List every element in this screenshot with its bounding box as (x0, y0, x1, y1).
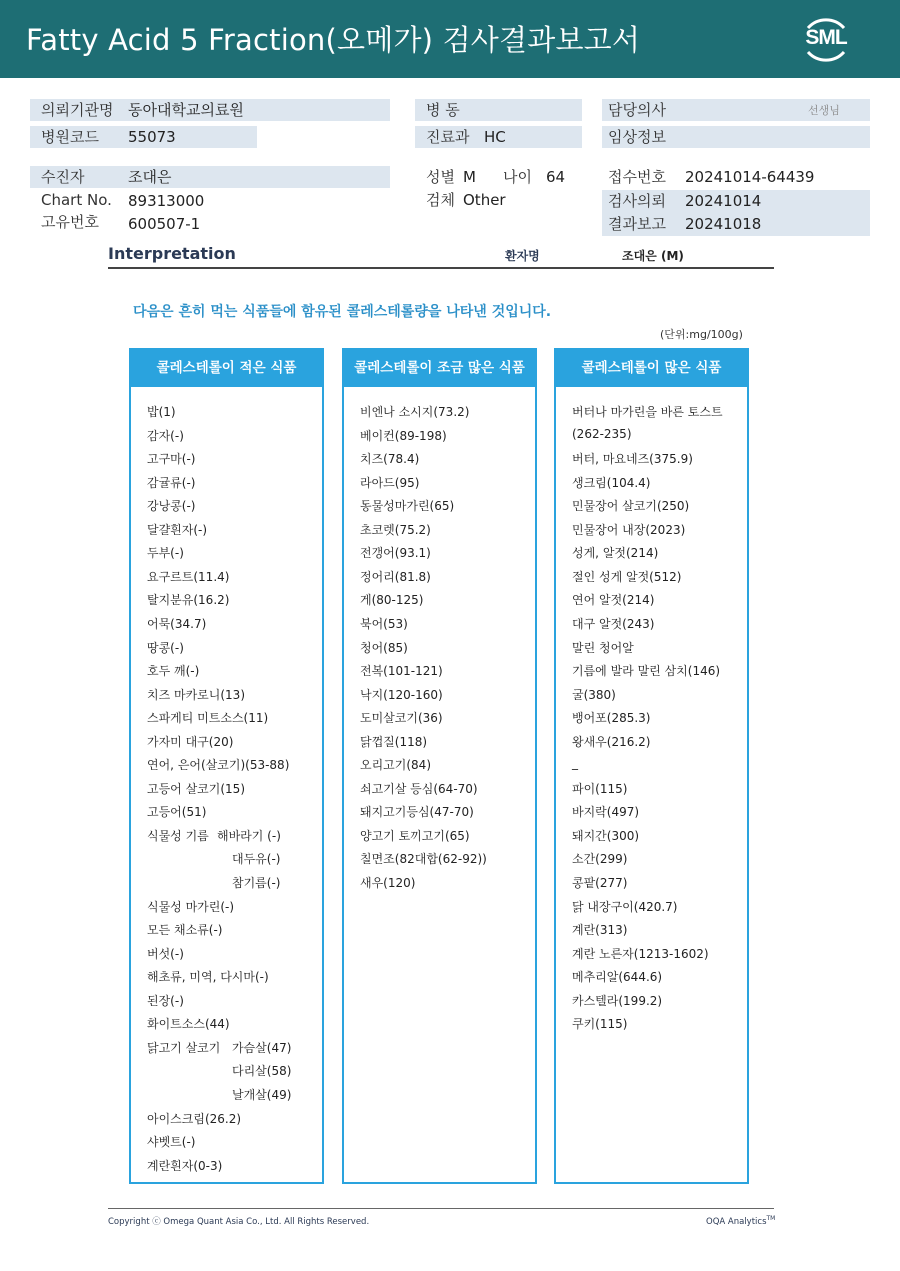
food-item: 민물장어 살코기(250) (572, 499, 690, 513)
food-item: 연어 알젓(214) (572, 593, 655, 607)
food-item: 전갱어(93.1) (360, 546, 431, 560)
specimen-label: 검체 (426, 191, 455, 209)
food-item: 식물성 마가린(-) (147, 900, 235, 914)
hospital-value: 동아대학교의료원 (128, 101, 244, 119)
food-item: 가자미 대구(20) (147, 735, 234, 749)
food-item: 닭껍질(118) (360, 735, 428, 749)
food-item: (262-235) (572, 427, 632, 441)
food-item: 치즈 마카로니(13) (147, 688, 245, 702)
doctor-label: 담당의사 (608, 101, 666, 119)
food-item: 북어(53) (360, 617, 408, 631)
food-item: 감귤류(-) (147, 476, 196, 490)
food-item: 정어리(81.8) (360, 570, 431, 584)
footer-divider (108, 1208, 774, 1209)
food-item: 칠면조(82대합(62-92)) (360, 852, 487, 866)
food-item: 굴(380) (572, 688, 616, 702)
food-item: 버섯(-) (147, 947, 184, 961)
food-item: 감자(-) (147, 429, 184, 443)
unique-label: 고유번호 (41, 213, 99, 231)
food-item: 전복(101-121) (360, 664, 443, 678)
age-label: 나이 (503, 168, 532, 186)
food-item: 버터나 마가린을 바른 토스트 (572, 405, 723, 419)
food-item: 바지락(497) (572, 805, 640, 819)
food-item: 계란 노른자(1213-1602) (572, 947, 709, 961)
food-item: 강낭콩(-) (147, 499, 196, 513)
sex-value: M (463, 168, 476, 186)
department-value: HC (484, 128, 506, 146)
sex-label: 성별 (426, 168, 455, 186)
request-label: 검사의뢰 (608, 192, 666, 210)
food-item: 연어, 은어(살코기)(53-88) (147, 758, 290, 772)
food-item: 쇠고기살 등심(64-70) (360, 782, 478, 796)
food-sub-item: 다리살(58) (232, 1064, 292, 1078)
food-item: 양고기 토끼고기(65) (360, 829, 470, 843)
food-item: 기름에 발라 말린 삼치(146) (572, 664, 721, 678)
food-item: 치즈(78.4) (360, 452, 420, 466)
food-sub-item: 대두유(-) (232, 852, 281, 866)
food-item: 청어(85) (360, 641, 408, 655)
receipt-label: 접수번호 (608, 168, 666, 186)
food-item: 생크림(104.4) (572, 476, 651, 490)
food-item: 아이스크림(26.2) (147, 1112, 242, 1126)
result-value: 20241018 (685, 215, 762, 233)
receipt-value: 20241014-64439 (685, 168, 815, 186)
food-sub-item: 해바라기 (-) (217, 829, 281, 843)
food-item: 호두 깨(-) (147, 664, 200, 678)
food-item: 돼지고기등심(47-70) (360, 805, 474, 819)
food-item: 계란흰자(0-3) (147, 1159, 223, 1173)
food-item: 대구 알젓(243) (572, 617, 655, 631)
chart-value: 89313000 (128, 192, 205, 210)
interpretation-patient-value: 조대은 (M) (622, 249, 684, 263)
column-heading: 콜레스테롤이 적은 식품 (131, 350, 322, 387)
column-heading: 콜레스테롤이 조금 많은 식품 (344, 350, 535, 387)
trademark-mark: TM (766, 1215, 776, 1222)
food-item: 닭 내장구이(420.7) (572, 900, 678, 914)
food-item: 식물성 기름 (147, 829, 209, 843)
food-item: 라아드(95) (360, 476, 420, 490)
food-item: 뱅어포(285.3) (572, 711, 651, 725)
food-item: 화이트소스(44) (147, 1017, 230, 1031)
food-item: 초코렛(75.2) (360, 523, 431, 537)
interpretation-title: Interpretation (108, 244, 236, 263)
unit-text: (단위:mg/100g) (660, 328, 743, 341)
food-item: 메추리알(644.6) (572, 970, 663, 984)
copyright-text: Copyright ⓒ Omega Quant Asia Co., Ltd. All Rights Reserved. (108, 1217, 370, 1227)
patient-value: 조대은 (128, 168, 172, 186)
food-item: 카스텔라(199.2) (572, 994, 663, 1008)
header-bar (0, 0, 900, 78)
food-sub-item: 참기름(-) (232, 876, 281, 890)
chart-label: Chart No. (41, 191, 112, 209)
food-item: 밥(1) (147, 405, 176, 419)
food-item: 어묵(34.7) (147, 617, 207, 631)
food-item: 말린 청어알 (572, 641, 634, 655)
food-item: 소간(299) (572, 852, 628, 866)
food-item: 두부(-) (147, 546, 184, 560)
food-item: 쿠키(115) (572, 1017, 628, 1031)
food-item: 계란(313) (572, 923, 628, 937)
column-heading: 콜레스테롤이 많은 식품 (556, 350, 747, 387)
food-item: 게(80-125) (360, 593, 424, 607)
high-cholesterol-column (554, 348, 749, 1184)
logo-text: SML (805, 26, 847, 49)
department-label: 진료과 (426, 128, 470, 146)
food-item: 샤벳트(-) (147, 1135, 196, 1149)
food-item: 파이(115) (572, 782, 628, 796)
low-cholesterol-column (129, 348, 324, 1184)
food-item: 절인 성게 알젓(512) (572, 570, 682, 584)
food-item: 모든 채소류(-) (147, 923, 223, 937)
divider (108, 267, 774, 269)
intro-text: 다음은 흔히 먹는 식품들에 함유된 콜레스테롤량을 나타낸 것입니다. (133, 304, 552, 320)
food-item: 된장(-) (147, 994, 184, 1008)
age-value: 64 (546, 168, 566, 186)
food-item: 왕새우(216.2) (572, 735, 651, 749)
food-item: 닭고기 살코기 (147, 1041, 221, 1055)
result-label: 결과보고 (608, 215, 666, 233)
food-item: 해초류, 미역, 다시마(-) (147, 970, 269, 984)
food-item: _ (572, 756, 578, 770)
report-title: Fatty Acid 5 Fraction(오메가) 검사결과보고서 (26, 23, 641, 57)
food-item: 오리고기(84) (360, 758, 432, 772)
food-item: 요구르트(11.4) (147, 570, 230, 584)
food-sub-item: 날개살(49) (232, 1088, 292, 1102)
medium-cholesterol-column (342, 348, 537, 1184)
clinical-label: 임상정보 (608, 128, 666, 146)
sml-logo-icon (798, 12, 854, 68)
food-item: 달걀흰자(-) (147, 523, 208, 537)
food-item: 탈지분유(16.2) (147, 593, 230, 607)
brand-text (706, 1215, 775, 1227)
hospital-code-value: 55073 (128, 128, 176, 146)
food-sub-item: 가슴살(47) (232, 1041, 292, 1055)
food-item: 비엔나 소시지(73.2) (360, 405, 470, 419)
food-item: 동물성마가린(65) (360, 499, 455, 513)
food-item: 스파게티 미트소스(11) (147, 711, 269, 725)
food-item: 고등어 살코기(15) (147, 782, 245, 796)
food-item: 고구마(-) (147, 452, 196, 466)
patient-label: 수진자 (41, 168, 85, 186)
food-item: 고등어(51) (147, 805, 207, 819)
ward-label: 병 동 (426, 101, 460, 119)
hospital-code-label: 병원코드 (41, 128, 99, 146)
request-value: 20241014 (685, 192, 762, 210)
food-item: 민물장어 내장(2023) (572, 523, 686, 537)
food-item: 베이컨(89-198) (360, 429, 447, 443)
interpretation-patient-label: 환자명 (505, 249, 540, 263)
food-item: 도미살코기(36) (360, 711, 443, 725)
specimen-value: Other (463, 191, 506, 209)
food-item: 땅콩(-) (147, 641, 184, 655)
food-item: 새우(120) (360, 876, 416, 890)
food-item: 성게, 알젓(214) (572, 546, 659, 560)
unique-value: 600507-1 (128, 215, 201, 233)
food-item: 버터, 마요네즈(375.9) (572, 452, 693, 466)
food-item: 돼지간(300) (572, 829, 640, 843)
food-item: 낙지(120-160) (360, 688, 443, 702)
hospital-label: 의뢰기관명 (41, 101, 114, 119)
doctor-suffix: 선생님 (808, 104, 840, 117)
food-item: 콩팥(277) (572, 876, 628, 890)
brand-name: OQA Analytics (706, 1216, 767, 1227)
